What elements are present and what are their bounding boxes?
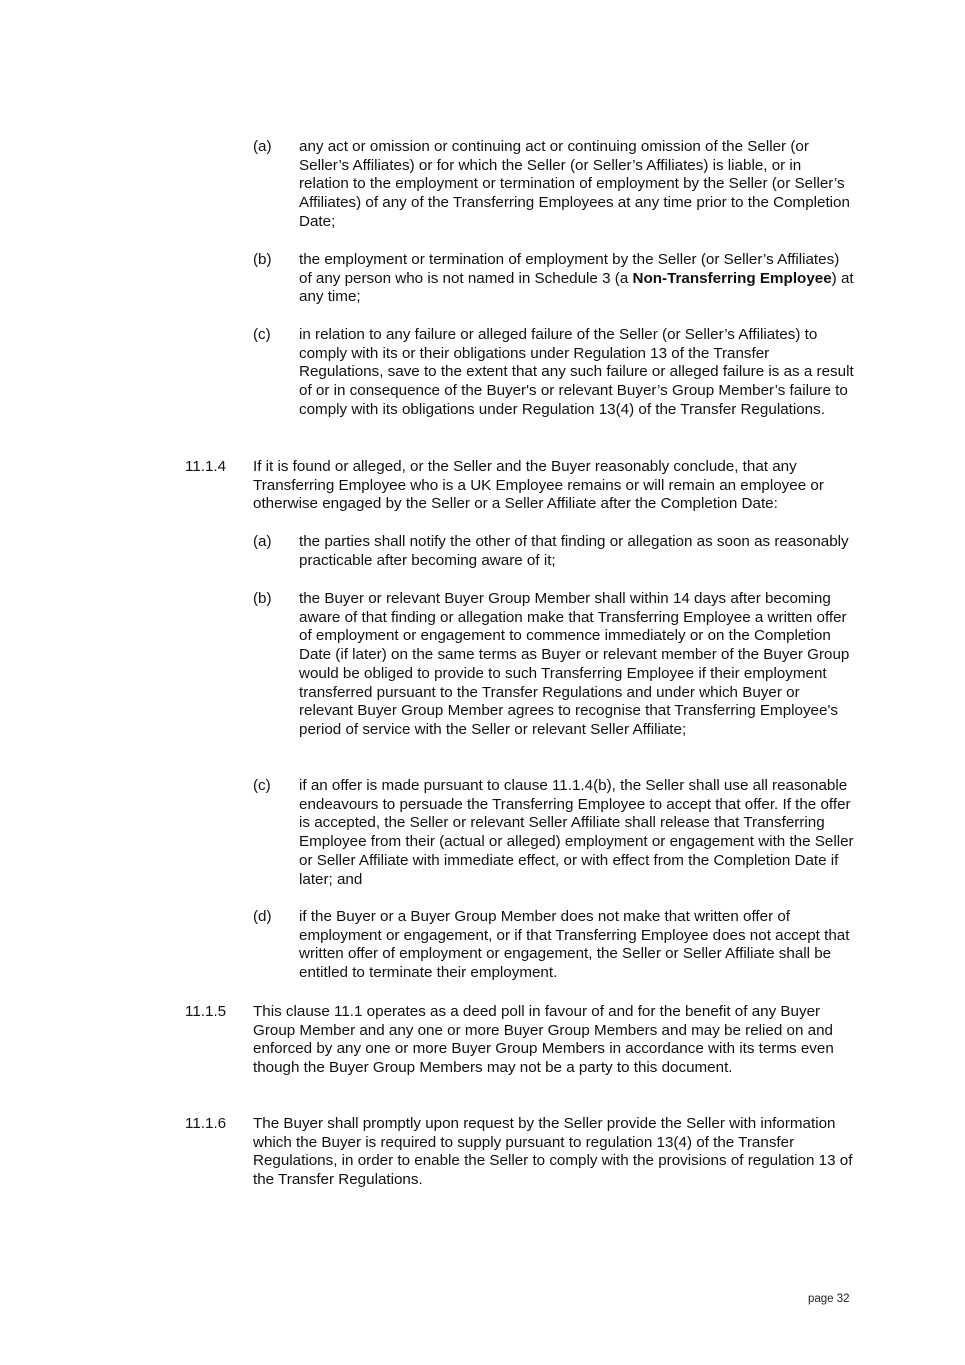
defined-term: Non-Transferring Employee: [632, 269, 832, 287]
item-label: (b): [253, 590, 272, 607]
item-text: the Buyer or relevant Buyer Group Member shall within 14 days after becoming aware of that finding or allegation make that Transferring Employee a written offer of employment or engagement to commence immediately or on the Completion Date (if later) on the same terms as Buyer or relevant member of the Buyer Group would be obliged to provide to such Transferring Employee if their employment transferred pursuant to the Transfer Regulations and under which Buyer or relevant Buyer Group Member agrees to recognise that Transferring Employee's period of service with the Seller or relevant Seller Affiliate;: [299, 590, 850, 738]
clause-number: 11.1.4: [185, 458, 227, 475]
item-label: (b): [253, 251, 272, 268]
item-text: if an offer is made pursuant to clause 11.1.4(b), the Seller shall use all reasonable endeavours to persuade the Transferring Employee to accept that offer. If the offer is accepted, the Seller or relevant Seller Affiliate shall release that Transferring Employee from their (actual or alleged) employment or engagement with the Seller or Seller Affiliate with immediate effect, or with effect from the Completion Date if later; and: [299, 777, 854, 888]
clause-text: The Buyer shall promptly upon request by the Seller provide the Seller with information which the Buyer is required to supply pursuant to regulation 13(4) of the Transfer Regulations, in order to enable the Seller to comply with the provisions of regulation 13 of the Transfer Regulations.: [253, 1115, 853, 1189]
clause-number: 11.1.5: [185, 1003, 227, 1020]
item-text: the parties shall notify the other of that finding or allegation as soon as reasonably practicable after becoming aware of it;: [299, 533, 849, 569]
item-label: (c): [253, 777, 271, 794]
item-text: in relation to any failure or alleged failure of the Seller (or Seller’s Affiliates) to comply with its or their obligations under Regulation 13 of the Transfer Regulations, save to the extent that any such failure or alleged failure is as a result of or in consequence of the Buyer's or relevant Buyer’s Group Member’s failure to comply with its obligations under Regulation 13(4) of the Transfer Regulations.: [299, 326, 854, 418]
item-text: any act or omission or continuing act or continuing omission of the Seller (or Seller’s Affiliates) or for which the Seller (or Seller’s Affiliates) is liable, or in relation to the employment or termination of employment by the Seller (or Seller’s Affiliates) of any of the Transferring Employees at any time prior to the Completion Date;: [299, 138, 850, 230]
item-label: (a): [253, 533, 272, 550]
clause-text: This clause 11.1 operates as a deed poll in favour of and for the benefit of any Buyer Group Member and any one or more Buyer Group Members and may be relied on and enforced by any one or more Buyer Group Members in accordance with its terms even though the Buyer Group Members may not be a party to this document.: [253, 1003, 834, 1077]
clause-number: 11.1.6: [185, 1115, 227, 1132]
clause-text: If it is found or alleged, or the Seller and the Buyer reasonably conclude, that any Transferring Employee who is a UK Employee remains or will remain an employee or otherwise engaged by the Seller or a Seller Affiliate after the Completion Date:: [253, 458, 824, 513]
item-label: (c): [253, 326, 271, 343]
item-text: if the Buyer or a Buyer Group Member does not make that written offer of employment or engagement, or if that Transferring Employee does not accept that written offer of employment or engagement, the Seller or Seller Affiliate shall be entitled to terminate their employment.: [299, 908, 850, 982]
item-label: (a): [253, 138, 272, 155]
item-label: (d): [253, 908, 272, 925]
page-number: page 32: [808, 1293, 850, 1305]
item-text: the employment or termination of employment by the Seller (or Seller’s Affiliates) of any person who is not named in Schedule 3 (a Non-Transferring Employee) at any time;: [299, 251, 854, 306]
